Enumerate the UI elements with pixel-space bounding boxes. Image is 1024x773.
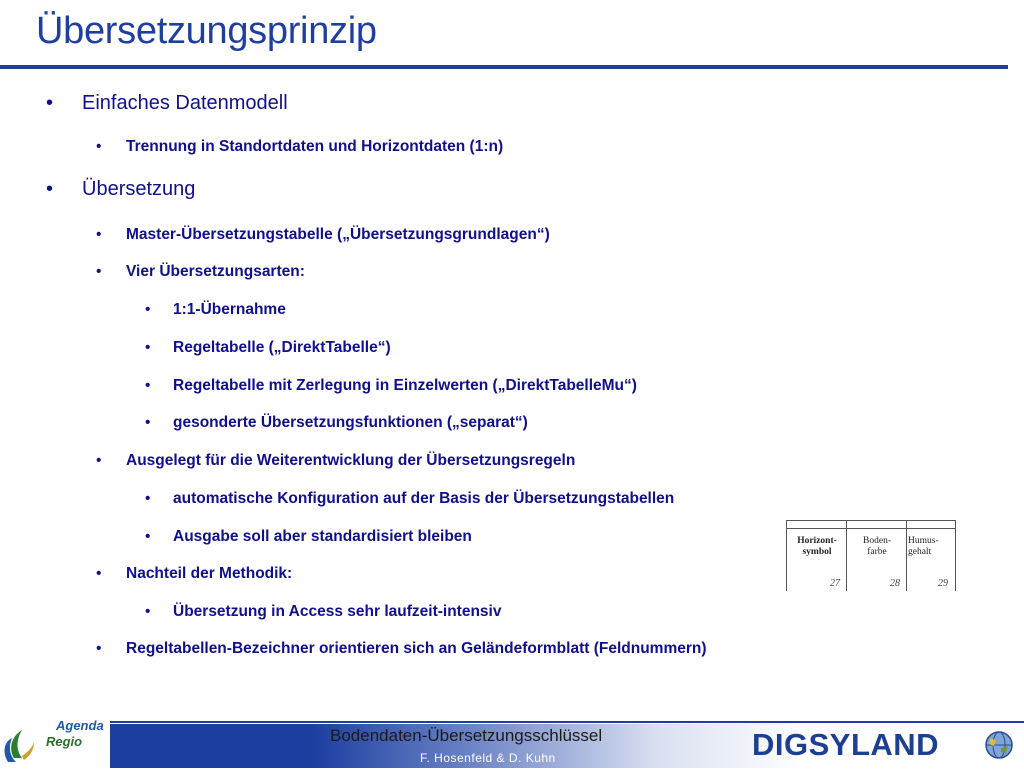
bullet-text: Master-Übersetzungstabelle („Übersetzungsgrundlagen“) <box>126 226 550 243</box>
bullet-dot-icon: • <box>96 226 102 243</box>
bullet-text: Regeltabellen-Bezeichner orientieren sich an Geländeformblatt (Feldnummern) <box>126 640 707 657</box>
field-number: 29 <box>938 578 948 589</box>
bullet-text: Regeltabelle mit Zerlegung in Einzelwerten („DirektTabelleMu“) <box>173 377 637 394</box>
table-border <box>786 520 787 591</box>
bullet-dot-icon: • <box>145 490 151 507</box>
table-border <box>906 520 907 591</box>
table-border <box>846 520 847 591</box>
bullet-dot-icon: • <box>145 603 151 620</box>
form-excerpt-table <box>786 520 956 591</box>
bullet-text: automatische Konfiguration auf der Basis der Übersetzungstabellen <box>173 490 675 507</box>
bullet-dot-icon: • <box>96 640 102 657</box>
table-header-cell: Horizont- symbol <box>797 536 837 557</box>
bullet-dot-icon: • <box>145 377 151 394</box>
bullet-dot-icon: • <box>46 178 54 200</box>
globe-icon <box>982 728 1016 762</box>
bullet-text: Vier Übersetzungsarten: <box>126 263 305 280</box>
bullet-text: 1:1-Übernahme <box>173 301 286 318</box>
table-border <box>786 520 956 521</box>
bullet-text: Regeltabelle („DirektTabelle“) <box>173 339 391 356</box>
bullet-text: Nachteil der Methodik: <box>126 565 293 582</box>
bullet-text: Einfaches Datenmodell <box>82 92 288 114</box>
title-underline <box>0 65 1008 69</box>
bullet-dot-icon: • <box>145 301 151 318</box>
digsyland-logo: DIGSYLAND <box>752 727 940 762</box>
bullet-dot-icon: • <box>46 92 54 114</box>
logo-text-regio: Regio <box>46 734 83 749</box>
bullet-text: Trennung in Standortdaten und Horizontdaten (1:n) <box>126 138 504 155</box>
bullet-dot-icon: • <box>96 138 102 155</box>
footer-title: Bodendaten-Übersetzungsschlüssel <box>330 726 603 745</box>
bullet-text: Übersetzung in Access sehr laufzeit-intensiv <box>173 603 502 620</box>
bullet-dot-icon: • <box>145 528 151 545</box>
bullet-text: gesonderte Übersetzungsfunktionen („separat“) <box>173 414 528 431</box>
table-header-cell: Humus- gehalt <box>908 536 939 557</box>
table-header-cell: Boden- farbe <box>863 536 891 557</box>
table-border <box>786 528 956 529</box>
bullet-dot-icon: • <box>96 452 102 469</box>
bullet-dot-icon: • <box>96 263 102 280</box>
bullet-dot-icon: • <box>96 565 102 582</box>
bullet-text: Übersetzung <box>82 178 196 200</box>
bullet-dot-icon: • <box>145 414 151 431</box>
bullet-text: Ausgelegt für die Weiterentwicklung der Übersetzungsregeln <box>126 452 576 469</box>
slide-title: Übersetzungsprinzip <box>36 10 377 52</box>
bullet-dot-icon: • <box>145 339 151 356</box>
field-number: 27 <box>830 578 840 589</box>
field-number: 28 <box>890 578 900 589</box>
footer-authors: F. Hosenfeld & D. Kuhn <box>420 751 556 765</box>
logo-text-agenda: Agenda <box>56 718 104 733</box>
table-border <box>955 520 956 591</box>
footer-rule <box>110 721 1024 723</box>
bullet-text: Ausgabe soll aber standardisiert bleiben <box>173 528 472 545</box>
